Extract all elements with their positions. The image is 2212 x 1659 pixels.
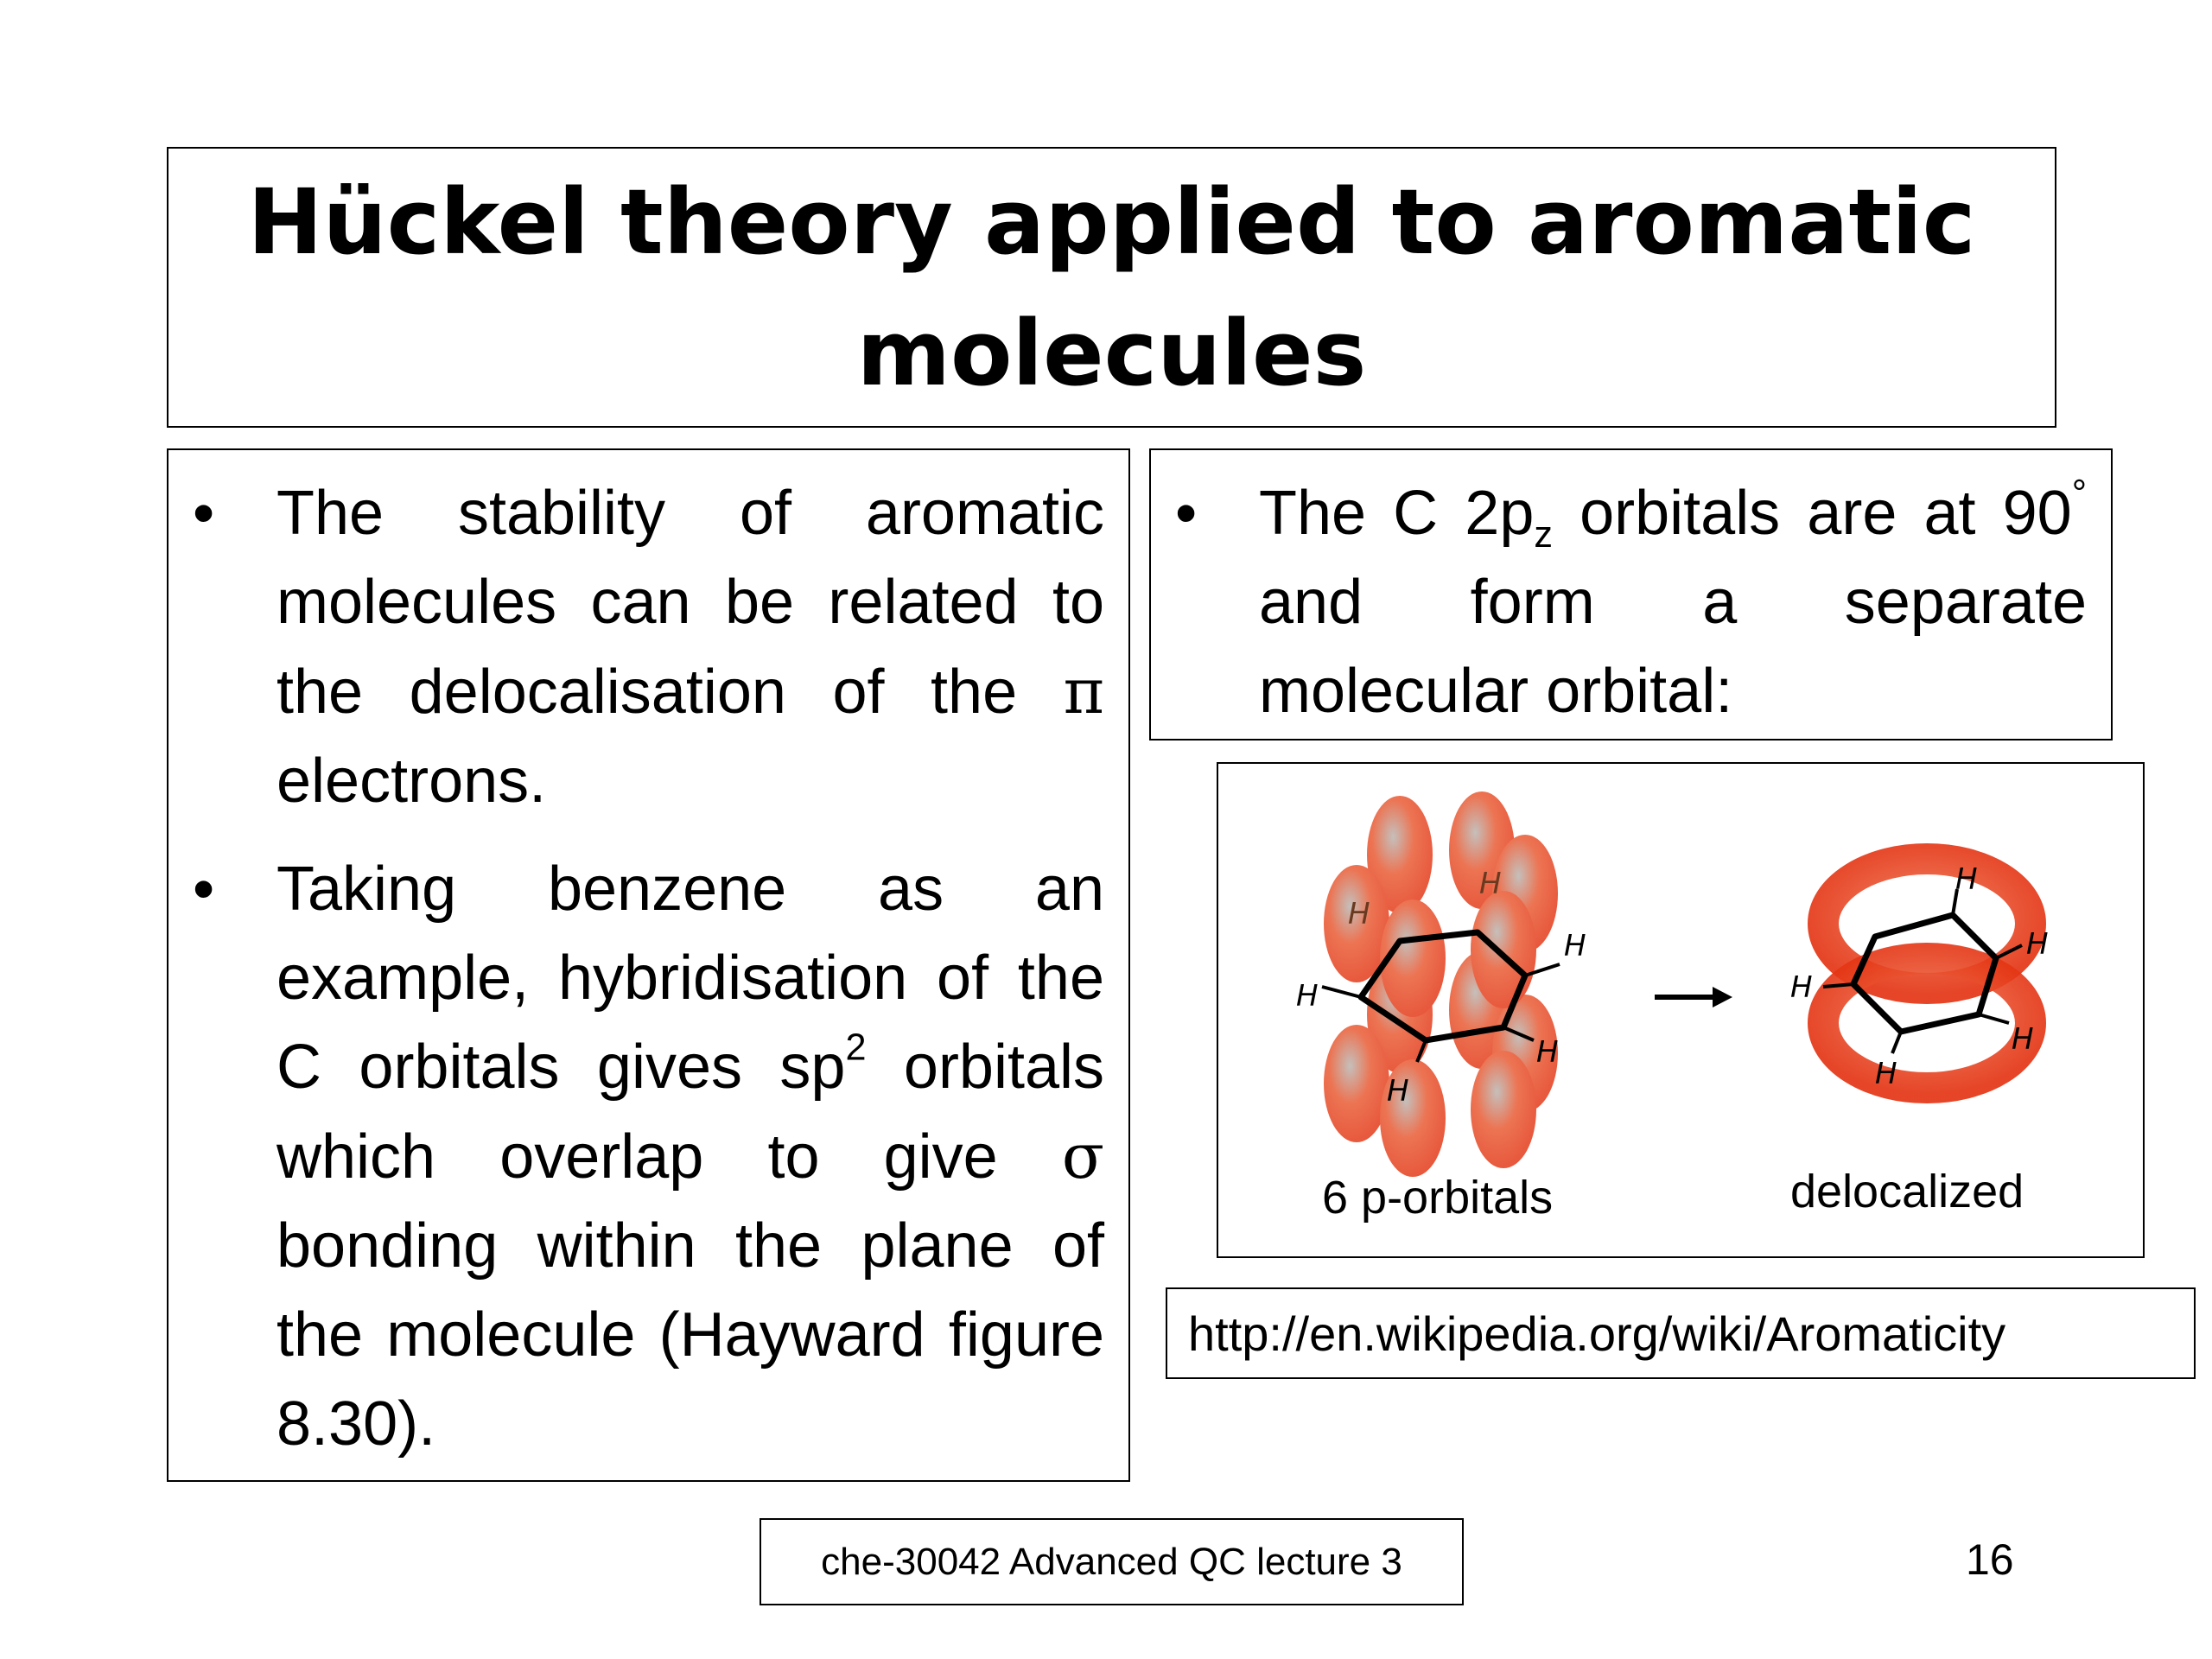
atom-label-h: H	[1955, 862, 1978, 897]
arrow-icon	[1655, 987, 1732, 1007]
p-orbital-lobe	[1471, 891, 1536, 1008]
atom-label-h: H	[2012, 1022, 2034, 1057]
caption-delocalized: delocalized	[1790, 1166, 2024, 1217]
bullet-text: bonding within the plane of the molecule (Hayward figure 8.30).	[276, 1211, 1104, 1459]
p-orbital-lobe	[1324, 1025, 1389, 1142]
bullet-stability	[168, 469, 1104, 826]
bullet-text: The C 2p	[1259, 479, 1535, 548]
sigma-symbol: σ	[1061, 1120, 1104, 1192]
atom-label-h: H	[1875, 1057, 1897, 1091]
atom-label-h: H	[1536, 1035, 1559, 1070]
atom-label-h: H	[1790, 970, 1813, 1005]
degree-symbol: °	[2071, 473, 2087, 515]
left-bullet-list	[168, 469, 1104, 1469]
source-url-box	[1166, 1287, 2196, 1379]
source-url[interactable]: http://en.wikipedia.org/wiki/Aromaticity	[1188, 1306, 2006, 1361]
orbital-diagram	[1218, 764, 2143, 1256]
bullet-text: and form a separate molecular orbital:	[1259, 568, 2087, 726]
atom-label-h: H	[2026, 927, 2049, 962]
pi-symbol: π	[1063, 655, 1104, 728]
caption-p-orbitals: 6 p-orbitals	[1322, 1172, 1554, 1224]
atom-label-h: H	[1479, 867, 1502, 901]
bullet-text: orbitals are at 90	[1552, 479, 2072, 548]
right-text-box	[1149, 448, 2113, 741]
left-text-box	[167, 448, 1130, 1482]
bullet-text: orbitals which overlap to give	[276, 1033, 1104, 1192]
atom-label-h: H	[1296, 979, 1319, 1014]
subscript: z	[1534, 514, 1553, 556]
slide-title: Hückel theory applied to aromatic molecules	[247, 168, 1976, 406]
page-number: 16	[1966, 1535, 2014, 1584]
bullet-text: Taking benzene as an example, hybridisation of the C orbitals gives sp	[276, 855, 1104, 1102]
superscript: 2	[845, 1027, 867, 1069]
bullet-text: The stability of aromatic molecules can be related to the delocalisation of the	[276, 479, 1104, 727]
atom-label-h: H	[1387, 1074, 1409, 1109]
p-orbital-lobe	[1471, 1051, 1536, 1168]
orbital-figure	[1217, 762, 2145, 1258]
delocalized-ring-group	[1790, 859, 2049, 1091]
bullet-text: electrons.	[276, 747, 547, 816]
atom-label-h: H	[1348, 897, 1370, 931]
title-box	[167, 147, 2056, 428]
bullet-2pz-orbitals	[1151, 469, 2087, 736]
footer-box	[760, 1518, 1464, 1605]
footer-text: che-30042 Advanced QC lecture 3	[821, 1540, 1402, 1583]
bullet-benzene-example	[168, 845, 1104, 1469]
atom-label-h: H	[1564, 929, 1586, 963]
right-bullet-list	[1151, 469, 2087, 736]
